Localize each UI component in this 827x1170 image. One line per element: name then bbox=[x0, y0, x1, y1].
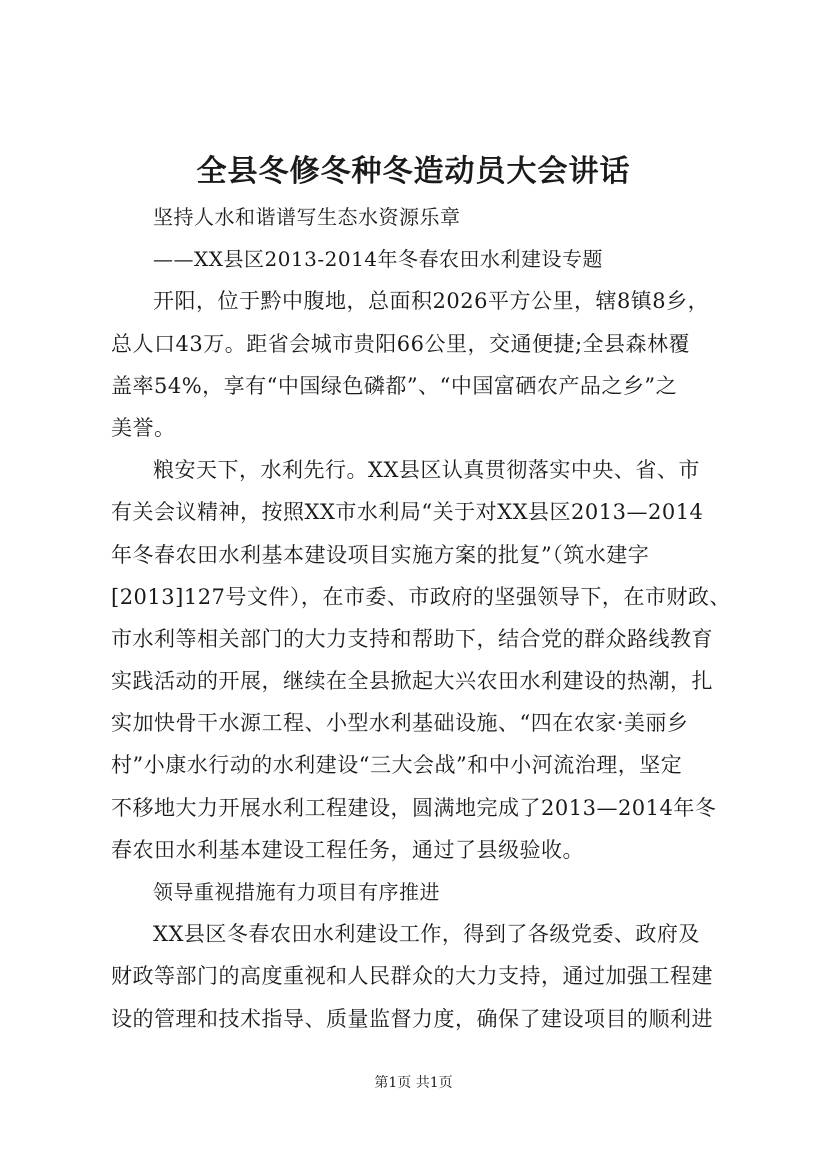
paragraph-line: 村”小康水行动的水利建设“三大会战”和中小河流治理，坚定 bbox=[111, 753, 683, 778]
paragraph-line: 年冬春农田水利基本建设项目实施方案的批复”（筑水建字 bbox=[111, 542, 650, 567]
paragraph-line: 粮安天下，水利先行。XX县区认真贯彻落实中央、省、市 bbox=[153, 458, 700, 483]
subtitle-line: ——XX县区2013-2014年冬春农田水利建设专题 bbox=[153, 247, 604, 272]
paragraph-line: 实践活动的开展，继续在全县掀起大兴农田水利建设的热潮，扎 bbox=[111, 669, 713, 694]
section-heading: 坚持人水和谐谱写生态水资源乐章 bbox=[153, 205, 461, 229]
paragraph-line: 设的管理和技术指导、质量监督力度，确保了建设项目的顺利进 bbox=[111, 1006, 713, 1031]
paragraph-line: 总人口43万。距省会城市贵阳66公里，交通便捷;全县森林覆 bbox=[111, 331, 691, 356]
paragraph-line: 财政等部门的高度重视和人民群众的大力支持，通过加强工程建 bbox=[111, 964, 713, 989]
paragraph-line: 盖率54%，享有“中国绿色磷都”、“中国富硒农产品之乡”之 bbox=[111, 373, 678, 398]
section-heading: 领导重视措施有力项目有序推进 bbox=[153, 880, 440, 904]
paragraph-line: 市水利等相关部门的大力支持和帮助下，结合党的群众路线教育 bbox=[111, 626, 713, 651]
paragraph-line: 春农田水利基本建设工程任务，通过了县级验收。 bbox=[111, 837, 584, 862]
paragraph-line: 开阳，位于黔中腹地，总面积2026平方公里，辖8镇8乡， bbox=[153, 289, 710, 314]
paragraph-line: 有关会议精神，按照XX市水利局“关于对XX县区2013—2014 bbox=[111, 500, 704, 525]
paragraph-line: [2013]127号文件），在市委、市政府的坚强领导下，在市财政、 bbox=[111, 584, 731, 609]
paragraph-line: 不移地大力开展水利工程建设，圆满地完成了2013—2014年冬 bbox=[111, 795, 717, 820]
paragraph-line: 实加快骨干水源工程、小型水利基础设施、“四在农家·美丽乡 bbox=[111, 711, 689, 736]
document-body bbox=[111, 196, 736, 1040]
paragraph-line: XX县区冬春农田水利建设工作，得到了各级党委、政府及 bbox=[153, 922, 700, 947]
page-footer: 第1页 共1页 bbox=[374, 1075, 453, 1091]
document-title: 全县冬修冬种冬造动员大会讲话 bbox=[196, 154, 631, 189]
paragraph-line: 美誉。 bbox=[111, 415, 176, 440]
